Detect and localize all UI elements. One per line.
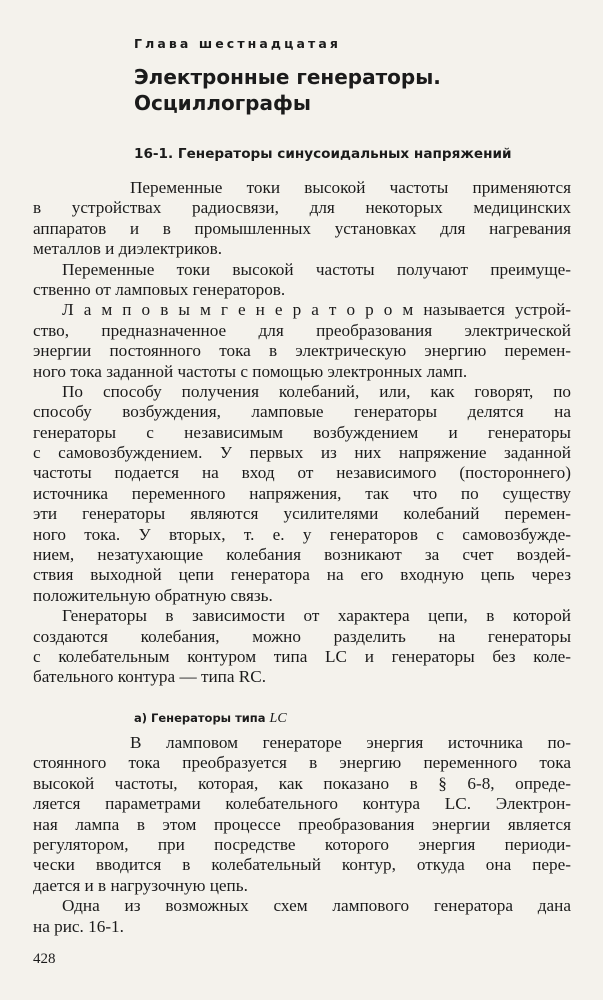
text-line: частоты подается на вход от независимого (постороннего) (33, 463, 571, 483)
text-line: регулятором, при посредстве которого энергия периоди- (33, 834, 571, 854)
subsection-lc: LC (269, 711, 287, 726)
text-line: способу возбуждения, ламповые генераторы делятся на (33, 402, 571, 422)
text-line: нием, незатухающие колебания возникают за счет воздей- (33, 545, 571, 565)
text-line: бательного контура — типа RC. (33, 667, 266, 687)
subsection-body-text (33, 733, 571, 937)
subsection-label: а) Генераторы типа (134, 711, 266, 725)
text-line: чески вводится в колебательный контур, откуда она пере- (33, 855, 571, 875)
text-line: ляется параметрами колебательного контура LC. Электрон- (33, 794, 571, 814)
text-line: стоянного тока преобразуется в энергию переменного тока (33, 753, 571, 773)
text-line: ного тока. У вторых, т. е. у генераторов с самовозбужде- (33, 524, 571, 544)
text-line: высокой частоты, которая, как показано в § 6-8, опреде- (33, 773, 571, 793)
text-line: В ламповом генераторе энергия источника по- (130, 733, 571, 752)
text-line: По способу получения колебаний, или, как говорят, по (62, 381, 571, 401)
text-line: в устройствах радиосвязи, для некоторых медицинских (33, 198, 571, 218)
section-body-text (33, 178, 571, 688)
text-line: генераторы с независимым возбуждением и генераторы (33, 422, 571, 442)
text-line: источника переменного напряжения, так что по существу (33, 483, 571, 503)
chapter-title-line-2: Осциллографы (134, 91, 311, 115)
text-line: Переменные токи высокой частоты применяются (130, 178, 571, 197)
text-line: на рис. 16-1. (33, 916, 124, 936)
text-line: с колебательным контуром типа LC и генераторы без коле- (33, 646, 571, 666)
text-line: Л а м п о в ы м г е н е р а т о р о м называется устрой- (62, 300, 571, 320)
text-line: ственно от ламповых генераторов. (33, 279, 286, 299)
section-title: 16-1. Генераторы синусоидальных напряжений (134, 146, 512, 162)
text-line: эти генераторы являются усилителями колебаний перемен- (33, 504, 571, 524)
text-line: ство, предназначенное для преобразования электрической (33, 320, 571, 340)
text-line: создаются колебания, можно разделить на генераторы (33, 626, 571, 646)
text-line: ная лампа в этом процессе преобразования энергии является (33, 814, 571, 834)
text-line: металлов и диэлектриков. (33, 239, 222, 259)
chapter-label: Глава шестнадцатая (134, 36, 342, 51)
text-line: Генераторы в зависимости от характера цепи, в которой (62, 606, 571, 626)
text-line: энергии постоянного тока в электрическую энергию перемен- (33, 341, 571, 361)
text-line: ствия выходной цепи генератора на его входную цепь через (33, 565, 571, 585)
text-line: положительную обратную связь. (33, 585, 273, 605)
subsection-title (134, 711, 287, 727)
page-number: 428 (33, 951, 56, 967)
text-line: Переменные токи высокой частоты получают преимуще- (62, 259, 571, 279)
text-line: Одна из возможных схем лампового генератора дана (62, 896, 571, 916)
chapter-title-line-1: Электронные генераторы. (134, 65, 441, 89)
text-line: аппаратов и в промышленных установках для нагревания (33, 218, 571, 238)
text-line: с самовозбуждением. У первых из них напряжение заданной (33, 443, 571, 463)
chapter-title (134, 64, 554, 116)
text-line: ного тока заданной частоты с помощью электронных ламп. (33, 361, 468, 381)
text-line: дается и в нагрузочную цепь. (33, 875, 248, 895)
